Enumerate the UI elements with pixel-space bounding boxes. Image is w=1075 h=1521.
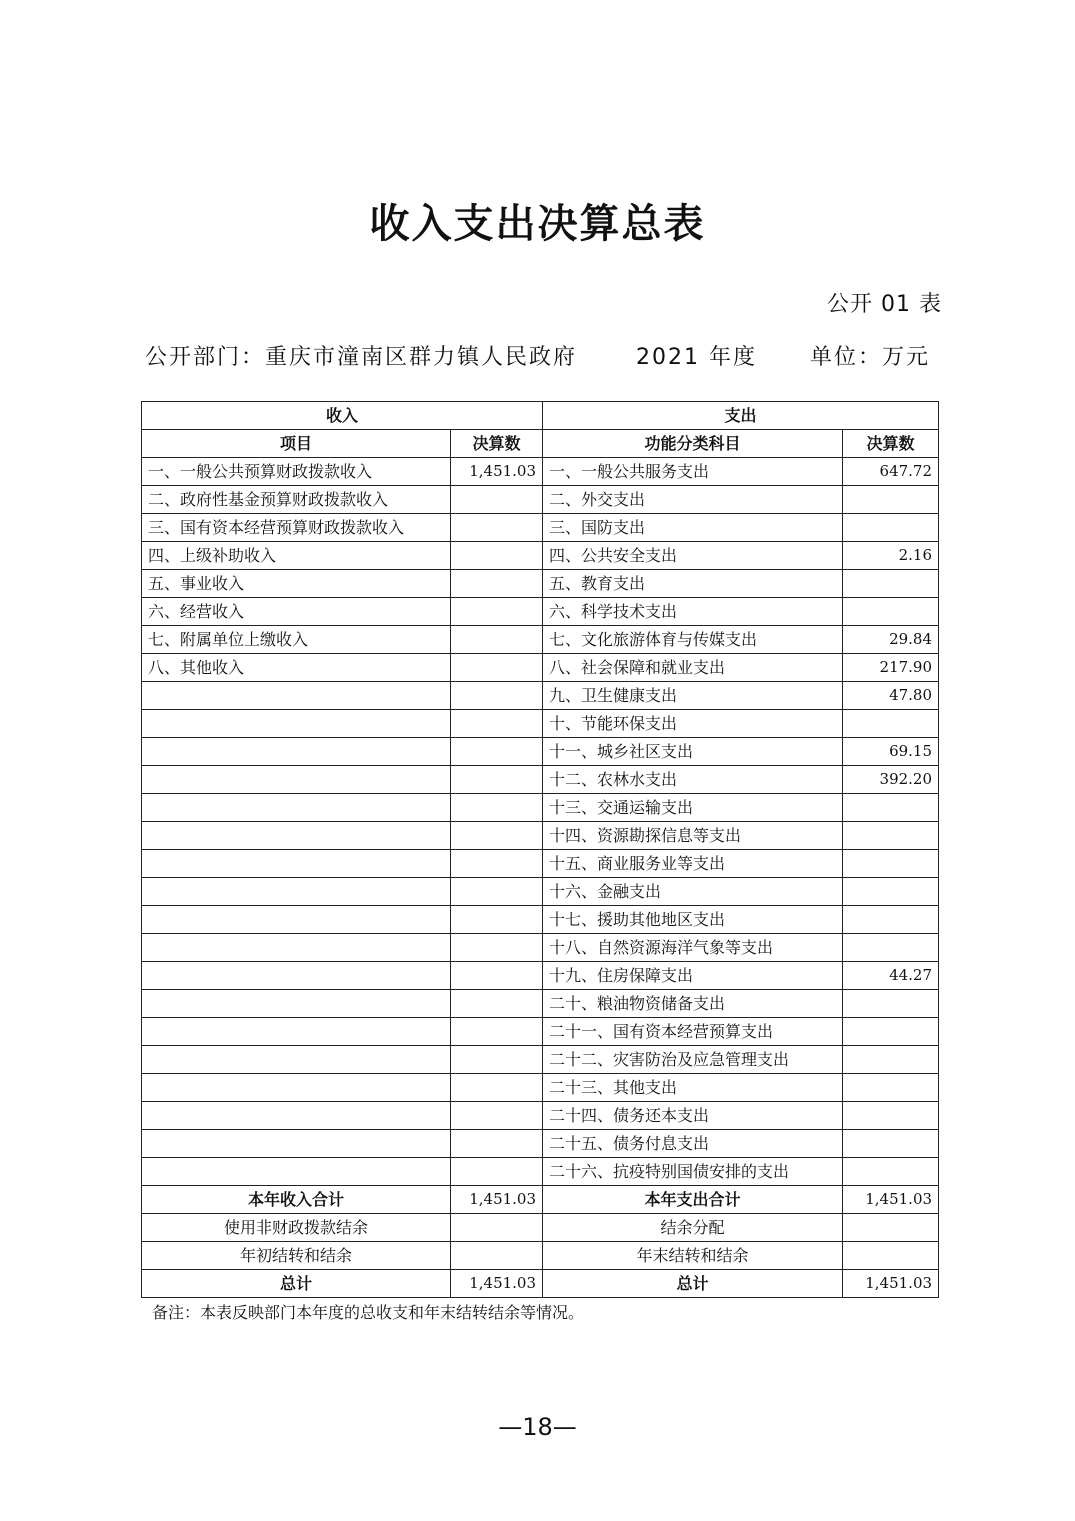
expense-amount-cell: [843, 850, 939, 878]
income-item-cell: [142, 766, 451, 794]
income-item-header: 项目: [142, 430, 451, 458]
income-item-cell: [142, 1102, 451, 1130]
expense-amount-cell: [843, 934, 939, 962]
fiscal-year: 2021 年度: [636, 345, 757, 370]
expense-amount-cell: 47.80: [843, 682, 939, 710]
income-amount-cell: [451, 850, 543, 878]
income-item-cell: [142, 850, 451, 878]
income-amount-cell: [451, 766, 543, 794]
table-row: [142, 626, 939, 654]
income-amount-cell: [451, 990, 543, 1018]
summary-income-label: 本年收入合计: [142, 1186, 451, 1214]
section-header-row: [142, 402, 939, 430]
income-item-cell: 二、政府性基金预算财政拨款收入: [142, 486, 451, 514]
expense-amount-cell: [843, 1158, 939, 1186]
table-row: [142, 906, 939, 934]
expense-item-cell: 十五、商业服务业等支出: [543, 850, 843, 878]
table-row: [142, 654, 939, 682]
expense-amount-cell: 647.72: [843, 458, 939, 486]
summary-row: [142, 1242, 939, 1270]
income-amount-cell: [451, 878, 543, 906]
table-row: [142, 1158, 939, 1186]
income-amount-header: 决算数: [451, 430, 543, 458]
income-item-cell: 五、事业收入: [142, 570, 451, 598]
expense-amount-cell: [843, 486, 939, 514]
expense-item-cell: 二十四、债务还本支出: [543, 1102, 843, 1130]
summary-income-amount: 1,451.03: [451, 1270, 543, 1298]
expense-item-cell: 四、公共安全支出: [543, 542, 843, 570]
summary-income-amount: [451, 1242, 543, 1270]
income-amount-cell: [451, 598, 543, 626]
income-amount-cell: [451, 1102, 543, 1130]
income-amount-cell: [451, 514, 543, 542]
table-body: [142, 458, 939, 1298]
income-item-cell: [142, 710, 451, 738]
table-row: [142, 598, 939, 626]
table-row: [142, 738, 939, 766]
table-row: [142, 570, 939, 598]
income-item-cell: 三、国有资本经营预算财政拨款收入: [142, 514, 451, 542]
income-amount-cell: [451, 962, 543, 990]
expense-amount-cell: 217.90: [843, 654, 939, 682]
table-meta: [145, 340, 930, 371]
expense-item-cell: 二十五、债务付息支出: [543, 1130, 843, 1158]
income-amount-cell: [451, 822, 543, 850]
income-amount-cell: 1,451.03: [451, 458, 543, 486]
expense-item-cell: 七、文化旅游体育与传媒支出: [543, 626, 843, 654]
income-item-cell: 四、上级补助收入: [142, 542, 451, 570]
summary-income-label: 总计: [142, 1270, 451, 1298]
summary-expense-amount: [843, 1214, 939, 1242]
expense-item-cell: 二十三、其他支出: [543, 1074, 843, 1102]
expense-amount-cell: [843, 990, 939, 1018]
expense-amount-cell: [843, 710, 939, 738]
expense-item-cell: 六、科学技术支出: [543, 598, 843, 626]
income-amount-cell: [451, 1130, 543, 1158]
table-row: [142, 1102, 939, 1130]
summary-expense-amount: 1,451.03: [843, 1186, 939, 1214]
expense-item-header: 功能分类科目: [543, 430, 843, 458]
income-item-cell: 一、一般公共预算财政拨款收入: [142, 458, 451, 486]
summary-expense-amount: 1,451.03: [843, 1270, 939, 1298]
table-row: [142, 458, 939, 486]
table-row: [142, 710, 939, 738]
expense-amount-cell: 69.15: [843, 738, 939, 766]
income-amount-cell: [451, 934, 543, 962]
table-row: [142, 486, 939, 514]
table-id: 公开 01 表: [827, 292, 942, 317]
expense-amount-cell: 44.27: [843, 962, 939, 990]
summary-expense-label: 本年支出合计: [543, 1186, 843, 1214]
income-amount-cell: [451, 1046, 543, 1074]
expense-item-cell: 二十六、抗疫特别国债安排的支出: [543, 1158, 843, 1186]
table-row: [142, 1046, 939, 1074]
summary-income-amount: 1,451.03: [451, 1186, 543, 1214]
expense-amount-cell: 2.16: [843, 542, 939, 570]
page-title: 收入支出决算总表: [369, 201, 706, 247]
table-row: [142, 542, 939, 570]
budget-table: [141, 401, 939, 1298]
table-row: [142, 1074, 939, 1102]
table-row: [142, 682, 939, 710]
table-row: [142, 1018, 939, 1046]
expense-item-cell: 一、一般公共服务支出: [543, 458, 843, 486]
table-row: [142, 1130, 939, 1158]
table-row: [142, 934, 939, 962]
income-amount-cell: [451, 654, 543, 682]
expense-amount-cell: [843, 878, 939, 906]
expense-item-cell: 十三、交通运输支出: [543, 794, 843, 822]
expense-amount-cell: [843, 1130, 939, 1158]
unit-label: 单位：万元: [810, 345, 931, 370]
income-amount-cell: [451, 1018, 543, 1046]
income-item-cell: 八、其他收入: [142, 654, 451, 682]
summary-expense-amount: [843, 1242, 939, 1270]
table-row: [142, 822, 939, 850]
summary-income-label: 年初结转和结余: [142, 1242, 451, 1270]
income-item-cell: [142, 878, 451, 906]
income-item-cell: [142, 1158, 451, 1186]
income-item-cell: [142, 906, 451, 934]
expense-item-cell: 五、教育支出: [543, 570, 843, 598]
table-note: 备注：本表反映部门本年度的总收支和年末结转结余等情况。: [152, 1303, 585, 1322]
expense-item-cell: 十四、资源勘探信息等支出: [543, 822, 843, 850]
income-item-cell: 七、附属单位上缴收入: [142, 626, 451, 654]
expense-amount-cell: [843, 906, 939, 934]
expense-amount-cell: [843, 822, 939, 850]
income-item-cell: [142, 1130, 451, 1158]
expense-item-cell: 十八、自然资源海洋气象等支出: [543, 934, 843, 962]
summary-expense-label: 总计: [543, 1270, 843, 1298]
income-item-cell: [142, 1018, 451, 1046]
expense-amount-cell: [843, 1018, 939, 1046]
income-amount-cell: [451, 794, 543, 822]
expense-amount-cell: [843, 598, 939, 626]
income-amount-cell: [451, 1074, 543, 1102]
table-row: [142, 766, 939, 794]
income-item-cell: [142, 1046, 451, 1074]
income-item-cell: [142, 962, 451, 990]
income-amount-cell: [451, 570, 543, 598]
income-item-cell: [142, 682, 451, 710]
income-item-cell: [142, 1074, 451, 1102]
table-row: [142, 850, 939, 878]
expense-amount-cell: 29.84: [843, 626, 939, 654]
income-amount-cell: [451, 738, 543, 766]
expense-amount-cell: [843, 1046, 939, 1074]
income-section-header: 收入: [142, 402, 543, 430]
expense-item-cell: 十六、金融支出: [543, 878, 843, 906]
table-row: [142, 514, 939, 542]
summary-expense-label: 年末结转和结余: [543, 1242, 843, 1270]
expense-item-cell: 二十一、国有资本经营预算支出: [543, 1018, 843, 1046]
expense-item-cell: 十一、城乡社区支出: [543, 738, 843, 766]
expense-amount-cell: [843, 1102, 939, 1130]
income-item-cell: [142, 990, 451, 1018]
table-row: [142, 878, 939, 906]
income-item-cell: [142, 934, 451, 962]
expense-item-cell: 十七、援助其他地区支出: [543, 906, 843, 934]
expense-item-cell: 九、卫生健康支出: [543, 682, 843, 710]
expense-amount-cell: [843, 1074, 939, 1102]
expense-item-cell: 十、节能环保支出: [543, 710, 843, 738]
page-number: —18—: [498, 1413, 577, 1441]
summary-income-label: 使用非财政拨款结余: [142, 1214, 451, 1242]
expense-item-cell: 十二、农林水支出: [543, 766, 843, 794]
column-header-row: [142, 430, 939, 458]
income-amount-cell: [451, 486, 543, 514]
income-amount-cell: [451, 906, 543, 934]
income-item-cell: [142, 738, 451, 766]
income-amount-cell: [451, 710, 543, 738]
income-amount-cell: [451, 682, 543, 710]
income-item-cell: 六、经营收入: [142, 598, 451, 626]
income-amount-cell: [451, 1158, 543, 1186]
income-item-cell: [142, 794, 451, 822]
summary-row: [142, 1270, 939, 1298]
expense-amount-cell: [843, 794, 939, 822]
expense-item-cell: 三、国防支出: [543, 514, 843, 542]
expense-amount-cell: [843, 570, 939, 598]
income-item-cell: [142, 822, 451, 850]
table-row: [142, 794, 939, 822]
income-amount-cell: [451, 542, 543, 570]
expense-item-cell: 二十、粮油物资储备支出: [543, 990, 843, 1018]
expense-item-cell: 二、外交支出: [543, 486, 843, 514]
expense-amount-header: 决算数: [843, 430, 939, 458]
table-row: [142, 962, 939, 990]
summary-income-amount: [451, 1214, 543, 1242]
summary-row: [142, 1186, 939, 1214]
department-label: 公开部门：重庆市潼南区群力镇人民政府: [145, 345, 578, 370]
expense-item-cell: 二十二、灾害防治及应急管理支出: [543, 1046, 843, 1074]
expense-section-header: 支出: [543, 402, 939, 430]
table-row: [142, 990, 939, 1018]
expense-amount-cell: 392.20: [843, 766, 939, 794]
expense-item-cell: 十九、住房保障支出: [543, 962, 843, 990]
income-amount-cell: [451, 626, 543, 654]
summary-expense-label: 结余分配: [543, 1214, 843, 1242]
expense-amount-cell: [843, 514, 939, 542]
expense-item-cell: 八、社会保障和就业支出: [543, 654, 843, 682]
summary-row: [142, 1214, 939, 1242]
